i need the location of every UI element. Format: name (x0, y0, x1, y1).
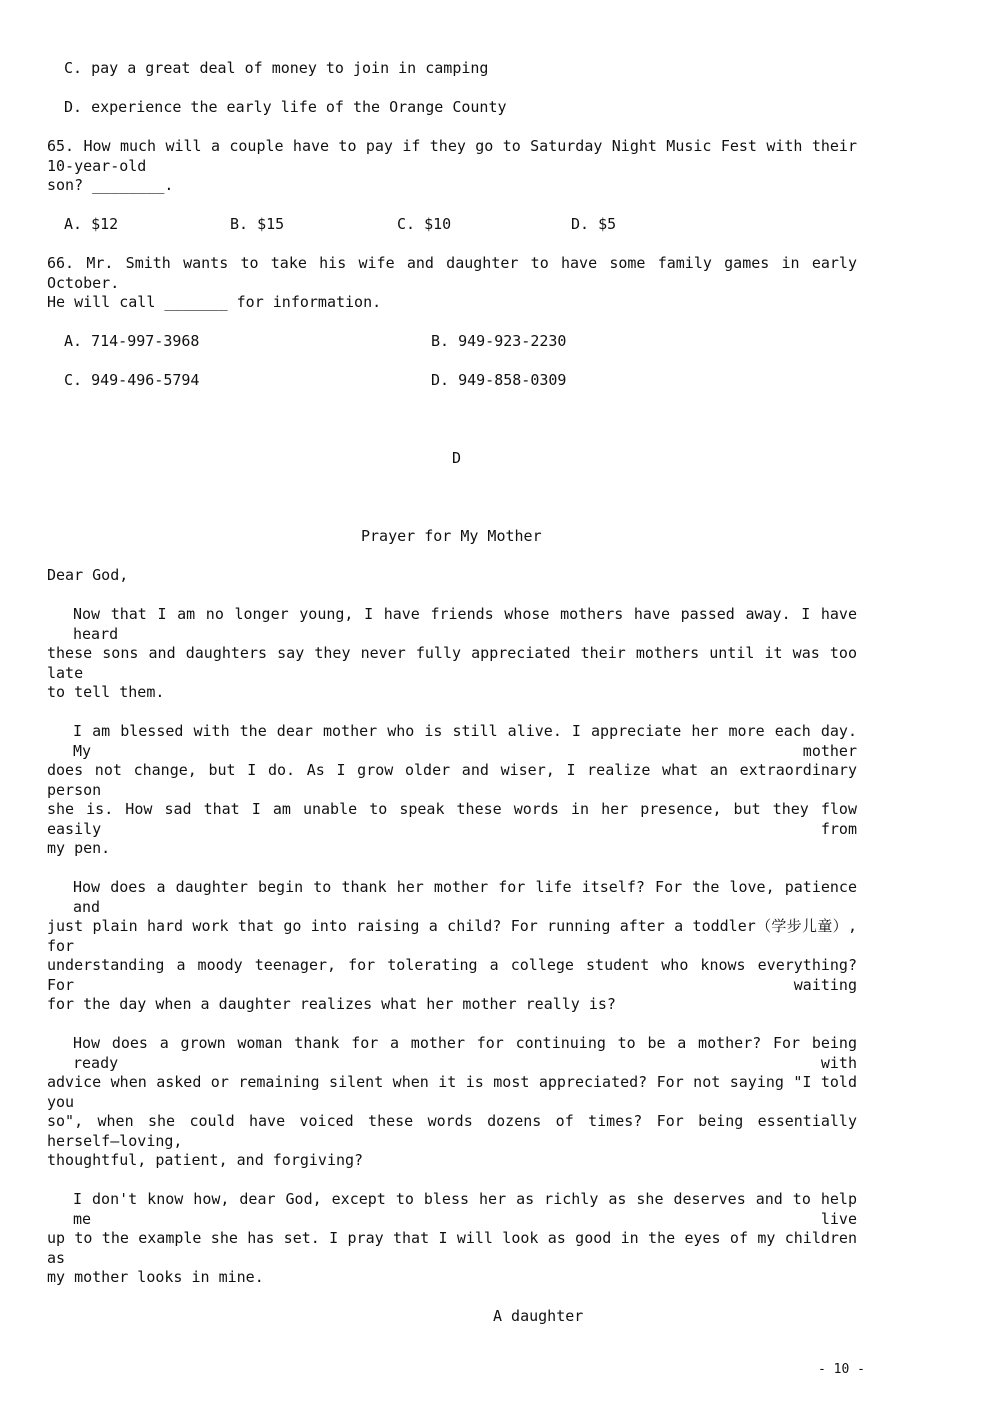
passage-line: for the day when a daughter realizes what her mother really is? (47, 995, 616, 1013)
passage-line: to tell them. (47, 683, 165, 701)
q66-stem: 66. Mr. Smith wants to take his wife and daughter to have some family games in early October. (47, 254, 857, 292)
page-number: - 10 - (818, 1362, 865, 1377)
passage-line: so", when she could have voiced these words dozens of times? For being essentially herself—loving, (47, 1112, 857, 1150)
passage-line: my pen. (47, 839, 111, 857)
q65-stem-cont: son? ________. (47, 176, 174, 194)
passage-line: just plain hard work that go into raising a child? For running after a toddler（学步儿童）, for (47, 917, 857, 955)
q66-option-d: D. 949-858-0309 (431, 371, 567, 389)
passage-line: these sons and daughters say they never fully appreciated their mothers until it was too late (47, 644, 857, 682)
passage-line: How does a grown woman thank for a mother for continuing to be a mother? For being ready with (73, 1034, 857, 1072)
passage-line: up to the example she has set. I pray that I will look as good in the eyes of my children as (47, 1229, 857, 1267)
q64-option-c: C. pay a great deal of money to join in camping (64, 59, 489, 77)
salutation: Dear God, (47, 566, 129, 584)
passage-line: I don't know how, dear God, except to bless her as richly as she deserves and to help me live (73, 1190, 857, 1228)
signature: A daughter (493, 1307, 584, 1325)
section-letter: D (452, 449, 462, 467)
passage-line: I am blessed with the dear mother who is still alive. I appreciate her more each day. My mother (73, 722, 857, 760)
passage-line: Now that I am no longer young, I have friends whose mothers have passed away. I have heard (73, 605, 857, 643)
q65-option-d: D. $5 (571, 215, 617, 233)
passage-line: my mother looks in mine. (47, 1268, 264, 1286)
q66-option-a: A. 714-997-3968 (64, 332, 200, 350)
passage-line: How does a daughter begin to thank her mother for life itself? For the love, patience and (73, 878, 857, 916)
q65-stem: 65. How much will a couple have to pay if they go to Saturday Night Music Fest with their 10-year-old (47, 137, 857, 175)
q65-option-b: B. $15 (230, 215, 285, 233)
passage-line: understanding a moody teenager, for tolerating a college student who knows everything? For waiting (47, 956, 857, 994)
passage-title: Prayer for My Mother (361, 527, 542, 545)
q66-stem-cont: He will call _______ for information. (47, 293, 382, 311)
passage-line: advice when asked or remaining silent when it is most appreciated? For not saying "I told you (47, 1073, 857, 1111)
passage-line: does not change, but I do. As I grow older and wiser, I realize what an extraordinary person (47, 761, 857, 799)
passage-line: she is. How sad that I am unable to speak these words in her presence, but they flow easily from (47, 800, 857, 838)
q65-option-a: A. $12 (64, 215, 119, 233)
passage-line: thoughtful, patient, and forgiving? (47, 1151, 364, 1169)
q64-option-d: D. experience the early life of the Orange County (64, 98, 507, 116)
q66-option-c: C. 949-496-5794 (64, 371, 200, 389)
q65-option-c: C. $10 (397, 215, 452, 233)
q66-option-b: B. 949-923-2230 (431, 332, 567, 350)
